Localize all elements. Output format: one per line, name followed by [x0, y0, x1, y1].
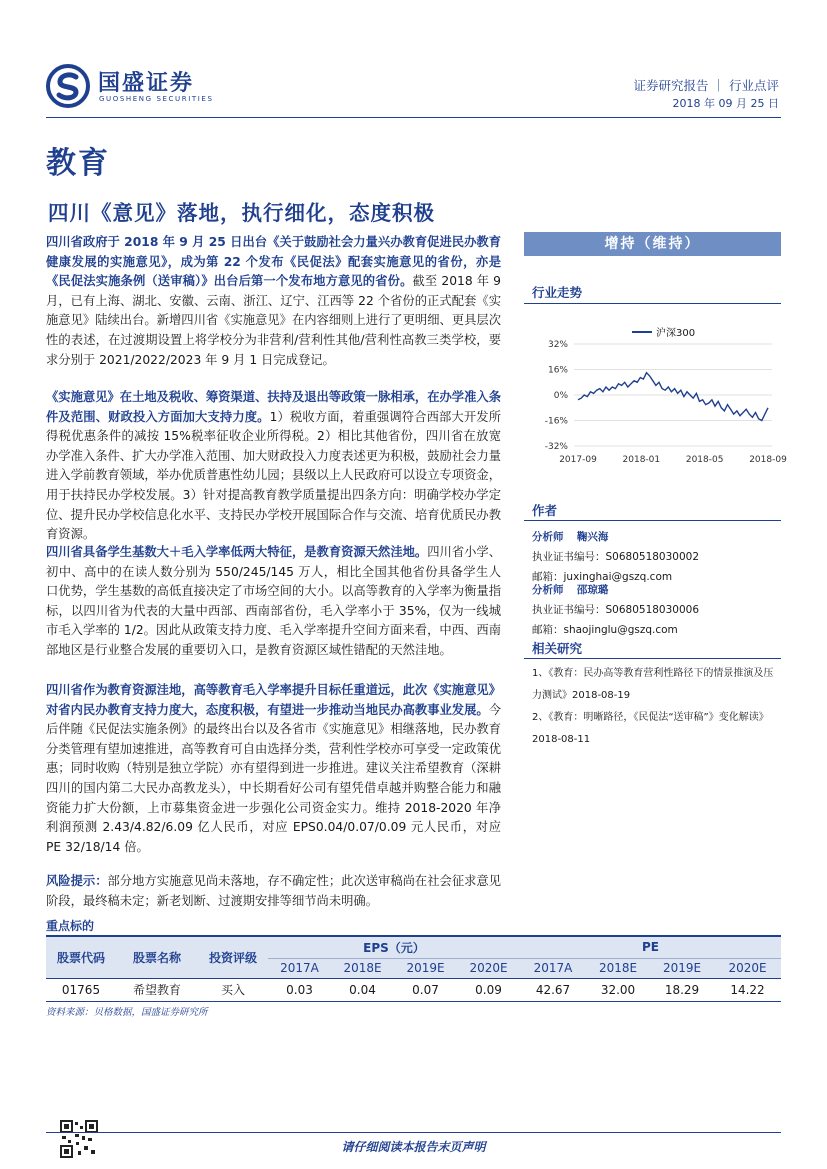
authors-divider [524, 520, 781, 521]
header-year: 2018E [586, 958, 650, 978]
cell-eps: 0.03 [268, 978, 331, 1001]
related-item-title: 1、《教育：民办高等教育营利性路径下的情景推演及压 [532, 668, 774, 679]
report-headline: 四川《意见》落地，执行细化，态度积极 [48, 201, 435, 225]
cell-name: 希望教育 [116, 978, 198, 1001]
analyst-1 [532, 527, 699, 587]
series-line-hs300 [578, 373, 768, 421]
guosheng-logo-icon [46, 64, 90, 108]
header-year: 2019E [394, 958, 457, 978]
header-stock-code: 股票代码 [56, 950, 105, 965]
key-table-label: 重点标的 [46, 919, 95, 933]
footer-disclaimer: 请仔细阅读本报告末页声明 [341, 1140, 486, 1154]
report-date: 2018 年 09 月 25 日 [672, 97, 779, 110]
analyst-role: 分析师 [532, 531, 564, 543]
key-stocks-table [46, 937, 781, 1002]
header-eps: EPS（元） [363, 940, 425, 955]
related-divider [524, 658, 781, 659]
analyst-name: 邵琼璐 [576, 584, 609, 596]
y-tick-label: 32% [547, 340, 568, 350]
risk-paragraph [46, 872, 501, 911]
report-type: 证券研究报告 ｜ 行业点评 [633, 78, 779, 93]
header-year: 2018E [331, 958, 394, 978]
paragraph-lead: 四川省作为教育资源洼地，高等教育毛入学率提升目标任重道远，此次《实施意见》对省内民办教育支持力度大，态度积极，有望进一步推动当地民办高教事业发展。 [46, 683, 501, 717]
related-item-date: 力测试》2018-08-19 [532, 690, 631, 701]
analyst-email[interactable]: 邮箱：shaojinglu@gszq.com [532, 624, 678, 636]
x-tick-label: 2018-09 [749, 455, 787, 465]
header-rating: 投资评级 [208, 950, 257, 965]
paragraph-3 [46, 543, 501, 661]
related-item-date: 2018-08-11 [532, 734, 591, 745]
legend-label: 沪深300 [656, 328, 696, 339]
x-tick-label: 2018-01 [622, 455, 661, 465]
cell-pe: 32.00 [586, 978, 650, 1001]
paragraph-lead: 四川省政府于 2018 年 9 月 25 日出台《关于鼓励社会力量兴办教育促进民办教育健康发展的实施意见》，成为第 22 个发布《民促法》配套实施意见的省份，亦是《民促法实施条例（送审稿）》出台后第一个发布地方意见的省份。 [46, 235, 501, 289]
paragraph-lead: 四川省具备学生基数大＋毛入学率低两大特征，是教育资源天然洼地。 [46, 545, 428, 559]
header-stock-name: 股票名称 [132, 950, 181, 965]
related-item[interactable] [532, 663, 780, 707]
authors-title: 作者 [532, 503, 558, 518]
y-tick-label: -32% [544, 442, 568, 452]
chart-y-ticks [545, 340, 569, 452]
related-title: 相关研究 [532, 641, 583, 656]
cell-pe: 14.22 [714, 978, 781, 1001]
y-tick-label: 0% [553, 391, 568, 401]
chart-x-ticks [559, 455, 787, 465]
analyst-role: 分析师 [532, 584, 564, 596]
related-item[interactable] [532, 707, 780, 751]
y-tick-label: 16% [547, 365, 568, 376]
chart-grid [574, 344, 772, 446]
header-year: 2020E [457, 958, 520, 978]
y-tick-label: -16% [544, 416, 568, 427]
cell-eps: 0.07 [394, 978, 457, 1001]
cell-rating: 买入 [198, 978, 268, 1001]
paragraph-body: 1）税收方面，着重强调符合西部大开发所得税优惠条件的减按 15%税率征收企业所得税。2）相比其他省份，四川省在放宽办学准入条件、扩大办学准入范围、加大财政投入力度表述更为积极，鼓励社会力量进入学前教育领域，举办优质普惠性幼儿园；县级以上人民政府可以设立专项资金，用于扶持民办学校发展。3）针对提高教育教学质量提出四条方向：明确学校办学定位、提升民办学校信息化水平、支持民办学校开展国际合作与交流、培育优质民办教育资源。 [46, 409, 501, 542]
paragraph-2 [46, 388, 501, 545]
cell-pe: 42.67 [520, 978, 586, 1001]
brand-name-en: GUOSHENG SECURITIES [99, 95, 214, 103]
cell-eps: 0.04 [331, 978, 394, 1001]
trend-chart [524, 320, 787, 470]
paragraph-4 [46, 681, 501, 857]
analyst-2 [532, 580, 699, 640]
risk-lead: 风险提示： [46, 874, 108, 888]
table-source: 资料来源：贝格数据，国盛证券研究所 [46, 1007, 208, 1018]
trend-divider [524, 303, 781, 304]
paragraph-1 [46, 233, 501, 370]
header-year: 2017A [520, 958, 586, 978]
analyst-name: 鞠兴海 [576, 531, 609, 543]
section-title: 教育 [46, 146, 110, 181]
trend-title: 行业走势 [532, 285, 583, 300]
header-pe: PE [642, 940, 659, 955]
cell-pe: 18.29 [650, 978, 714, 1001]
table-row [46, 978, 781, 1001]
paragraph-body: 截至 2018 年 9 月，已有上海、湖北、安徽、云南、浙江、辽宁、江西等 22 个省份的正式配套《实施意见》陆续出台。新增四川省《实施意见》在内容细则上进行了更明细、更具层次性的表述，在过渡期设置上将学校分为非营利/营利性其他/营利性高教三类学校，要求分别于 2021/2022/2023 年 9 月 1 日完成登记。 [46, 274, 501, 367]
cell-eps: 0.09 [457, 978, 520, 1001]
footer-divider [46, 1132, 781, 1133]
related-item-title: 2、《教育：明晰路径，《民促法“送审稿”》变化解读》 [532, 712, 769, 723]
related-list [532, 663, 780, 751]
x-tick-label: 2017-09 [559, 455, 597, 465]
paragraph-body: 四川省小学、初中、高中的在读人数分别为 550/245/145 万人，相比全国其他省份具备学生人口优势，学生基数的高低直接决定了市场空间的大小。以高等教育的入学率为衡量指标，以四川省为代表的大量中西部、西南部省份，毛入学率小于 35%，仅为一线城市毛入学率的 1/2。因此从政策支持力度、毛入学率提升空间方面来看，中西、西南部地区是行业整合发展的重要切入口，是教育资源区域性错配的天然洼地。 [46, 545, 502, 657]
analyst-cert: 执业证书编号：S0680518030002 [532, 551, 700, 563]
paragraph-lead: 《实施意见》在土地及税收、筹资渠道、扶持及退出等政策一脉相承，在办学准入条件及范围、财政投入方面加大支持力度。 [46, 390, 501, 424]
header-year: 2019E [650, 958, 714, 978]
header-divider [46, 117, 781, 118]
rating-badge: 增持（维持） [524, 232, 781, 256]
analyst-cert: 执业证书编号：S0680518030006 [532, 604, 700, 616]
analyst-email[interactable]: 邮箱：juxinghai@gszq.com [532, 571, 673, 583]
risk-body: 部分地方实施意见尚未落地，存不确定性；此次送审稿尚在社会征求意见阶段，最终稿未定；新老划断、过渡期安排等细节尚未明确。 [46, 874, 502, 908]
cell-code: 01765 [46, 978, 116, 1001]
brand-name: 国盛证券 [98, 71, 195, 96]
x-tick-label: 2018-05 [685, 455, 724, 465]
paragraph-body: 今后伴随《民促法实施条例》的最终出台以及各省市《实施意见》相继落地，民办教育分类管理有望加速推进，高等教育可自由选择分类，营利性学校亦可享受一定政策优惠；同时收购（特别是独立学院）亦有望得到进一步推进。建议关注希望教育（深耕四川的国内第二大民办高教龙头），中长期看好公司有望凭借卓越并购整合能力和融资能力扩大份额，上市募集资金进一步强化公司资金实力。维持 2018-2020 年净利润预测 2.43/4.82/6.09 亿人民币，对应 EPS0.04/0.07/0.09 元人民币，对应 PE 32/18/14 倍。 [46, 702, 502, 854]
header-year: 2020E [714, 958, 781, 978]
header-year: 2017A [268, 958, 331, 978]
